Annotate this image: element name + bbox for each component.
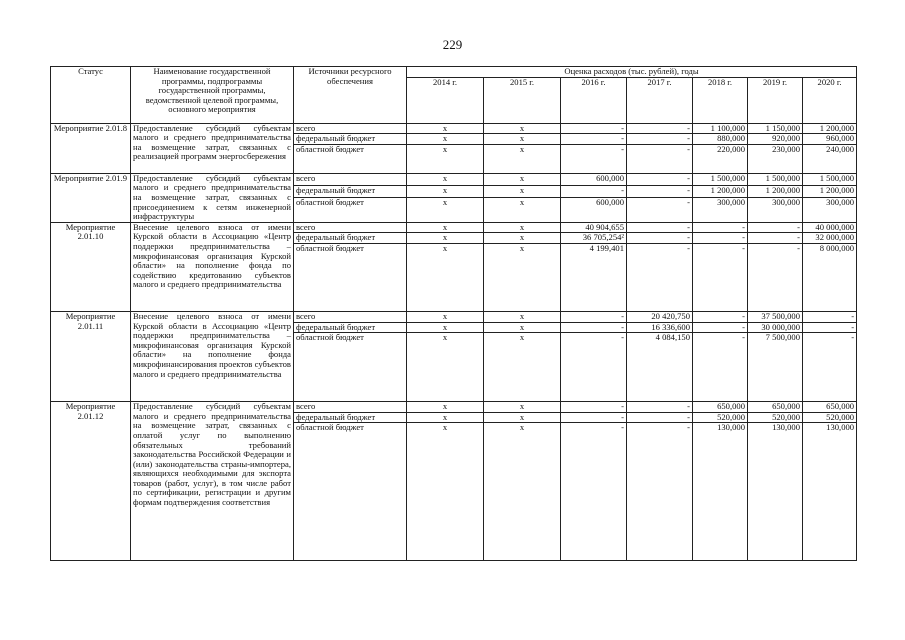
row-value: x [407, 322, 484, 333]
row-value: 300,000 [693, 197, 748, 222]
row-value: 16 336,600 [627, 322, 693, 333]
row-value: x [484, 412, 561, 423]
row-value: 40 904,655 [561, 222, 627, 233]
header-year: 2020 г. [803, 77, 857, 123]
row-value: x [407, 243, 484, 311]
header-year: 2014 г. [407, 77, 484, 123]
row-value: 520,000 [693, 412, 748, 423]
row-value: - [627, 222, 693, 233]
row-value: - [627, 173, 693, 185]
row-value: 650,000 [693, 402, 748, 413]
header-year: 2019 г. [748, 77, 803, 123]
row-value: 1 500,000 [803, 173, 857, 185]
row-source: федеральный бюджет [294, 322, 407, 333]
row-value: x [407, 123, 484, 134]
row-value: - [748, 233, 803, 244]
row-value: x [484, 134, 561, 145]
row-value: - [561, 402, 627, 413]
row-source: всего [294, 123, 407, 134]
table-body [51, 123, 857, 561]
row-value: 1 200,000 [803, 185, 857, 197]
row-value: - [561, 311, 627, 322]
row-value: - [561, 144, 627, 173]
row-value: 4 199,401 [561, 243, 627, 311]
row-source: федеральный бюджет [294, 233, 407, 244]
row-status: Мероприятие 2.01.8 [51, 123, 131, 173]
row-value: 520,000 [803, 412, 857, 423]
row-value: x [484, 233, 561, 244]
row-value: - [627, 134, 693, 145]
row-source: областной бюджет [294, 243, 407, 311]
row-value: - [561, 322, 627, 333]
row-source: областной бюджет [294, 333, 407, 402]
row-source: всего [294, 311, 407, 322]
table-row [51, 173, 857, 185]
row-value: - [803, 333, 857, 402]
row-value: x [407, 423, 484, 561]
row-value: x [407, 185, 484, 197]
row-value: x [407, 134, 484, 145]
row-value: 20 420,750 [627, 311, 693, 322]
row-status: Мероприятие 2.01.12 [51, 402, 131, 561]
row-value: x [407, 222, 484, 233]
row-value: 32 000,000 [803, 233, 857, 244]
row-value: - [627, 423, 693, 561]
table-row [51, 402, 857, 413]
header-year: 2016 г. [561, 77, 627, 123]
row-value: - [561, 185, 627, 197]
row-name: Предоставление субсидий субъектам малого и среднего предпринимательства на возмещение затрат, связанных с реализацией программ энергосбережения [131, 123, 294, 173]
header-sources: Источники ресурсного обеспечения [294, 67, 407, 124]
row-value: 7 500,000 [748, 333, 803, 402]
row-source: областной бюджет [294, 197, 407, 222]
header-year: 2018 г. [693, 77, 748, 123]
row-value: x [484, 243, 561, 311]
row-value: - [693, 243, 748, 311]
row-value: x [484, 402, 561, 413]
row-value: - [627, 185, 693, 197]
row-value: - [561, 333, 627, 402]
row-value: 1 100,000 [693, 123, 748, 134]
row-value: - [561, 123, 627, 134]
row-value: 520,000 [748, 412, 803, 423]
row-value: 30 000,000 [748, 322, 803, 333]
row-value: 600,000 [561, 197, 627, 222]
row-value: - [627, 197, 693, 222]
row-source: всего [294, 222, 407, 233]
row-value: - [693, 233, 748, 244]
row-value: - [561, 423, 627, 561]
row-source: федеральный бюджет [294, 185, 407, 197]
row-value: 600,000 [561, 173, 627, 185]
table-row [51, 222, 857, 233]
row-value: x [407, 197, 484, 222]
row-value: - [748, 222, 803, 233]
row-source: областной бюджет [294, 144, 407, 173]
row-value: 300,000 [748, 197, 803, 222]
row-value: 37 500,000 [748, 311, 803, 322]
row-value: 1 200,000 [748, 185, 803, 197]
row-value: x [484, 311, 561, 322]
row-value: x [484, 333, 561, 402]
row-value: x [484, 322, 561, 333]
row-value: 40 000,000 [803, 222, 857, 233]
row-value: 650,000 [748, 402, 803, 413]
row-value: x [484, 222, 561, 233]
row-value: 220,000 [693, 144, 748, 173]
row-value: 130,000 [693, 423, 748, 561]
row-value: 300,000 [803, 197, 857, 222]
row-source: всего [294, 173, 407, 185]
row-value: 8 000,000 [803, 243, 857, 311]
page-number: 229 [442, 37, 463, 52]
row-value: 650,000 [803, 402, 857, 413]
header-year: 2015 г. [484, 77, 561, 123]
row-value: - [627, 402, 693, 413]
row-value: - [693, 322, 748, 333]
row-value: 1 200,000 [803, 123, 857, 134]
header-estimate: Оценка расходов (тыс. рублей), годы [407, 67, 857, 78]
header-name: Наименование государственной программы, подпрограммы государственной программы, ведомственной целевой программы, основного мероприятия [131, 67, 294, 124]
row-source: федеральный бюджет [294, 134, 407, 145]
table-row [51, 123, 857, 134]
row-status: Мероприятие 2.01.9 [51, 173, 131, 222]
row-value: - [803, 322, 857, 333]
row-value: - [561, 412, 627, 423]
row-value: x [407, 173, 484, 185]
row-source: федеральный бюджет [294, 412, 407, 423]
row-value: - [627, 412, 693, 423]
row-value: x [407, 311, 484, 322]
row-source: всего [294, 402, 407, 413]
row-name: Предоставление субсидий субъектам малого и среднего предпринимательства на возмещение затрат, связанных с оплатой услуг по выполнению обязательных требований законодательства Российской Федерации и (или) законодательства страны-импортера, являющихся необходимыми для экспорта товаров (работ, услуг), в том числе работ по сертификации, регистрации и другим формам подтверждения соответствия [131, 402, 294, 561]
row-value: 1 500,000 [693, 173, 748, 185]
row-name: Предоставление субсидий субъектам малого и среднего предпринимательства на возмещение затрат, связанных с присоединением к сетям инженерной инфраструктуры [131, 173, 294, 222]
row-value: 1 200,000 [693, 185, 748, 197]
row-value: x [484, 123, 561, 134]
row-value: - [627, 243, 693, 311]
row-value: 130,000 [748, 423, 803, 561]
row-value: - [693, 311, 748, 322]
row-value: 920,000 [748, 134, 803, 145]
row-value: x [484, 185, 561, 197]
header-row [51, 67, 857, 78]
row-value: - [693, 222, 748, 233]
row-value: 130,000 [803, 423, 857, 561]
row-value: - [561, 134, 627, 145]
row-value: 880,000 [693, 134, 748, 145]
row-value: x [407, 233, 484, 244]
row-status: Мероприятие 2.01.10 [51, 222, 131, 311]
row-value: - [693, 333, 748, 402]
row-value: x [484, 423, 561, 561]
row-value: x [407, 412, 484, 423]
row-source: областной бюджет [294, 423, 407, 561]
row-value: x [484, 197, 561, 222]
row-value: x [484, 144, 561, 173]
row-value: 240,000 [803, 144, 857, 173]
row-value: - [627, 233, 693, 244]
row-name: Внесение целевого взноса от имени Курской области в Ассоциацию «Центр поддержки предпринимательства – микрофинансовая организация Курской области» на пополнение фонда по содействию кредитованию субъектов малого и среднего предпринимательства [131, 222, 294, 311]
row-value: 960,000 [803, 134, 857, 145]
row-value: 1 500,000 [748, 173, 803, 185]
row-value: - [748, 243, 803, 311]
row-value: 230,000 [748, 144, 803, 173]
row-name: Внесение целевого взноса от имени Курской области в Ассоциацию «Центр поддержки предпринимательства – микрофинансовая организация Курской области» на пополнение фонда микрофинансирования проектов субъектов малого и среднего предпринимательства [131, 311, 294, 401]
table-row [51, 311, 857, 322]
budget-table [50, 66, 857, 561]
row-value: - [803, 311, 857, 322]
row-value: x [484, 173, 561, 185]
row-value: 4 084,150 [627, 333, 693, 402]
row-value: - [627, 123, 693, 134]
row-value: x [407, 333, 484, 402]
row-value: - [627, 144, 693, 173]
row-value: 36 705,254² [561, 233, 627, 244]
header-status: Статус [51, 67, 131, 124]
row-value: x [407, 144, 484, 173]
header-year: 2017 г. [627, 77, 693, 123]
row-value: x [407, 402, 484, 413]
row-status: Мероприятие 2.01.11 [51, 311, 131, 401]
row-value: 1 150,000 [748, 123, 803, 134]
